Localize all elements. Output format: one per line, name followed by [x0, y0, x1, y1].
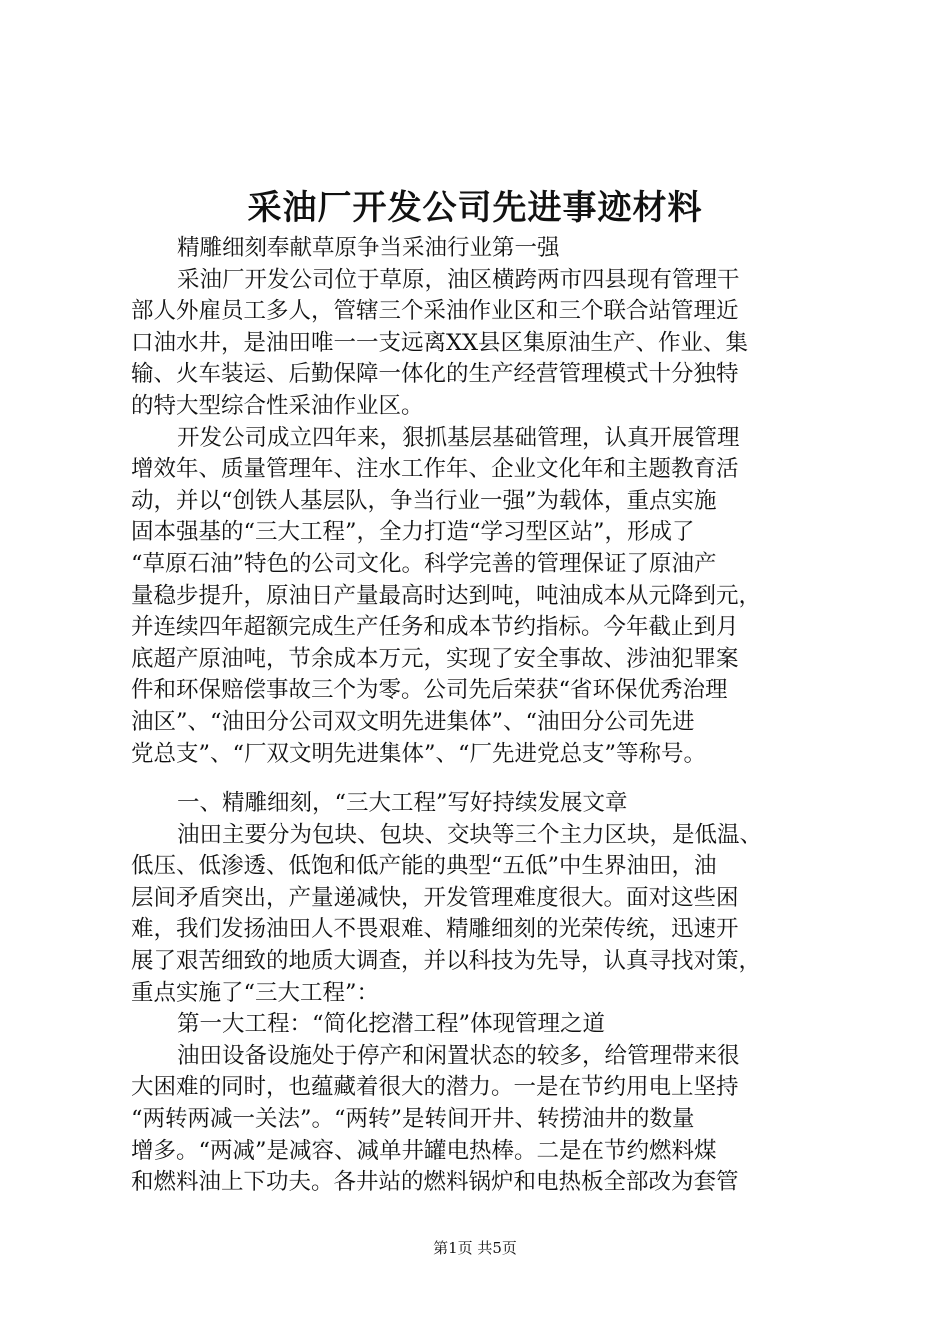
paragraph-line: 油田设备设施处于停产和闲置状态的较多，给管理带来很	[177, 1042, 740, 1069]
page-number-footer: 第1页 共5页	[433, 1239, 517, 1257]
paragraph-line: 和燃料油上下功夫。各井站的燃料锅炉和电热板全部改为套管	[131, 1169, 739, 1196]
paragraph-line: 油区”、“油田分公司双文明先进集体”、“油田分公司先进	[131, 708, 695, 735]
paragraph-line: 层间矛盾突出，产量递减快，开发管理难度很大。面对这些困	[131, 884, 739, 911]
paragraph-line: 难，我们发扬油田人不畏艰难、精雕细刻的光荣传统，迅速开	[131, 916, 739, 943]
paragraph-line: 开发公司成立四年来，狠抓基层基础管理，认真开展管理	[177, 424, 740, 451]
document-body	[131, 233, 831, 1199]
paragraph-line: 口油水井，是油田唯一一支远离XX县区集原油生产、作业、集	[131, 329, 749, 356]
paragraph-line: 并连续四年超额完成生产任务和成本节约指标。今年截止到月	[131, 614, 739, 641]
paragraph-line: 大困难的同时，也蕴藏着很大的潜力。一是在节约用电上坚持	[131, 1074, 739, 1101]
paragraph-line: 底超产原油吨，节余成本万元，实现了安全事故、涉油犯罪案	[131, 645, 739, 672]
paragraph-line: “两转两减一关法”。“两转”是转间开井、转捞油井的数量	[131, 1106, 695, 1133]
paragraph-line: 增效年、质量管理年、注水工作年、企业文化年和主题教育活	[131, 456, 739, 483]
paragraph-line: 采油厂开发公司位于草原，油区横跨两市四县现有管理干	[177, 266, 740, 293]
paragraph-line: 固本强基的“三大工程”，全力打造“学习型区站”，形成了	[131, 519, 695, 546]
paragraph-line: 党总支”、“厂双文明先进集体”、“厂先进党总支”等称号。	[131, 740, 707, 767]
paragraph-line: 展了艰苦细致的地质大调查，并以科技为先导，认真寻找对策，	[131, 948, 762, 975]
paragraph-line: 增多。“两减”是减容、减单井罐电热棒。二是在节约燃料煤	[131, 1137, 717, 1164]
paragraph-line: 的特大型综合性采油作业区。	[131, 392, 424, 419]
document-subtitle: 精雕细刻奉献草原争当采油行业第一强	[177, 235, 560, 261]
paragraph-line: 低压、低渗透、低饱和低产能的典型“五低”中生界油田，油	[131, 853, 717, 880]
paragraph-line: 量稳步提升，原油日产量最高时达到吨，吨油成本从元降到元，	[131, 582, 762, 609]
paragraph-line: 油田主要分为包块、包块、交块等三个主力区块，是低温、	[177, 821, 763, 848]
section-spacer	[131, 770, 831, 788]
subsection-heading: 第一大工程：“简化挖潜工程”体现管理之道	[177, 1011, 606, 1038]
paragraph-line: 件和环保赔偿事故三个为零。公司先后荣获“省环保优秀治理	[131, 677, 728, 704]
section-heading: 一、精雕细刻，“三大工程”写好持续发展文章	[177, 790, 628, 817]
paragraph-line: “草原石油”特色的公司文化。科学完善的管理保证了原油产	[131, 550, 717, 577]
paragraph-line: 重点实施了“三大工程”：	[131, 979, 380, 1006]
page-title: 采油厂开发公司先进事迹材料	[247, 188, 703, 228]
paragraph-line: 动，并以“创铁人基层队，争当行业一强”为载体，重点实施	[131, 487, 717, 514]
paragraph-line: 输、火车装运、后勤保障一体化的生产经营管理模式十分独特	[131, 361, 739, 388]
paragraph-line: 部人外雇员工多人，管辖三个采油作业区和三个联合站管理近	[131, 298, 739, 325]
